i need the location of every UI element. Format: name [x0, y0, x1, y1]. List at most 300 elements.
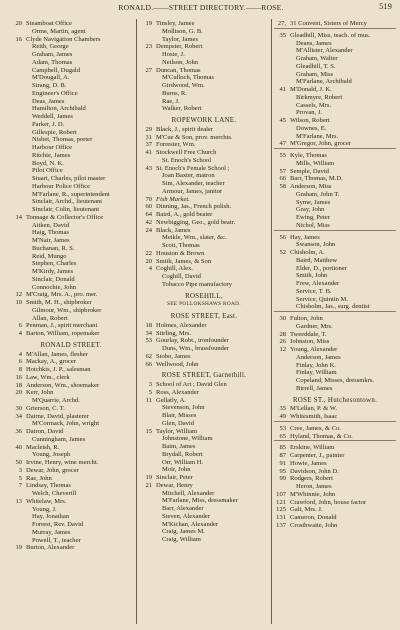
directory-entry: [140, 67, 268, 75]
directory-entry: [10, 374, 132, 382]
house-number: 55: [279, 152, 286, 159]
house-number: [10, 152, 26, 160]
entry-text: Campbell, Dugald: [32, 66, 81, 74]
house-number: 6: [18, 322, 22, 330]
house-number: 16: [15, 373, 22, 381]
entry-text: Graham, Walter: [296, 55, 338, 62]
directory-entry: [140, 451, 268, 459]
house-number: 57: [279, 167, 286, 175]
house-number: 18: [145, 321, 152, 329]
entry-text: Downes, E.: [296, 124, 327, 132]
directory-entry: [10, 59, 132, 67]
house-number: 107: [276, 490, 286, 498]
entry-text: Ross, Alexander: [156, 388, 199, 396]
house-number: [140, 157, 156, 165]
street-heading: ROSE STREET, Garnethill.: [161, 372, 247, 380]
house-number: 18: [15, 381, 22, 389]
entry-text: Connochie, John: [32, 283, 77, 291]
entry-text: Smith, M. H., shipbroker: [26, 299, 92, 306]
entry-text: St. Enoch's Female School ;: [156, 164, 230, 172]
entry-text: Craig, William: [162, 536, 201, 543]
entry-text: Weddell, James: [32, 113, 73, 120]
directory-entry: [274, 338, 396, 346]
entry-text: M'Nair, James: [32, 237, 70, 244]
house-number: 34: [15, 412, 22, 420]
entry-text: Cree, James, & Co.: [290, 424, 341, 432]
directory-entry: [10, 160, 132, 168]
house-number: [140, 412, 156, 420]
directory-entry: [140, 420, 268, 428]
directory-entry: [10, 428, 132, 436]
house-number: [140, 188, 156, 196]
house-number: [274, 362, 290, 370]
directory-entry: [274, 47, 396, 55]
directory-entry: [140, 443, 268, 451]
house-number: [10, 144, 26, 152]
entry-text: M'Donald, J. K.: [290, 86, 332, 93]
house-number: 95: [279, 467, 286, 475]
directory-entry: [274, 86, 396, 94]
directory-entry: [274, 168, 396, 176]
entry-text: Allan, Robert: [32, 314, 68, 322]
entry-text: Graham, John T.: [296, 190, 340, 198]
house-number: [140, 180, 156, 188]
house-number: 62: [145, 352, 152, 360]
house-number: [140, 451, 156, 459]
entry-text: Finlay, William: [296, 369, 337, 377]
entry-text: Barr, Thomas, M.D.: [290, 175, 343, 183]
house-number: 4: [18, 330, 22, 337]
directory-entry: [140, 105, 268, 113]
house-number: [10, 537, 26, 545]
house-number: 53: [279, 424, 286, 432]
directory-entry: [274, 241, 396, 249]
entry-text: Service, T. B.: [296, 287, 332, 295]
house-number: 16: [15, 35, 22, 43]
street-heading: ROSE STREET, East.: [170, 313, 238, 320]
house-number: [140, 505, 156, 513]
street-heading: ROSEHILL,: [185, 292, 223, 300]
entry-text: Strang, D. B.: [32, 82, 67, 89]
column-divider: [136, 19, 137, 624]
directory-entry: [140, 482, 268, 490]
entry-text: Baim, James: [162, 443, 196, 450]
entry-text: Smith, James, & Son: [156, 257, 212, 265]
directory-entry: [274, 413, 396, 421]
house-number: [140, 443, 156, 451]
entry-text: Anderson, Wm., shoemaker: [26, 381, 100, 389]
directory-entry: [10, 43, 132, 51]
house-number: [274, 369, 290, 377]
house-number: [140, 513, 156, 521]
house-number: [10, 167, 26, 175]
directory-entry: [140, 149, 268, 157]
entry-text: Gray, John: [296, 206, 325, 214]
directory-entry: [10, 74, 132, 82]
entry-text: Gellatly, A.: [156, 396, 186, 404]
entry-text: Mollison, G. B.: [162, 27, 203, 35]
directory-entry: [274, 133, 396, 141]
entry-text: M'Farlane, Miss, dressmaker: [162, 497, 238, 505]
house-number: [10, 59, 26, 67]
directory-entry: [10, 521, 132, 529]
section-divider: [274, 230, 396, 231]
directory-entry: [140, 203, 268, 211]
house-number: [140, 82, 156, 90]
house-number: 30: [279, 315, 286, 322]
directory-entry: [140, 353, 268, 361]
house-number: [140, 490, 156, 498]
directory-entry: [140, 337, 268, 345]
section-divider: [274, 311, 396, 312]
entry-text: Finlay, John K.: [296, 361, 336, 369]
directory-entry: [10, 420, 132, 428]
directory-entry: [10, 51, 132, 59]
house-number: [140, 536, 156, 544]
house-number: [10, 28, 26, 36]
directory-entry: [140, 490, 268, 498]
directory-entry: [140, 435, 268, 443]
directory-entry: [274, 183, 396, 191]
house-number: [274, 272, 290, 280]
house-number: [10, 397, 26, 405]
directory-entry: [274, 475, 396, 483]
house-number: 34: [145, 329, 152, 337]
house-number: 131: [276, 514, 286, 521]
entry-text: Scott, Thomas: [162, 242, 200, 249]
house-number: [274, 214, 290, 222]
directory-entry: [10, 90, 132, 98]
directory-entry: [140, 404, 268, 412]
entry-text: Sinclair, Colin, lieutenant: [32, 206, 100, 213]
entry-text: Sinclair, Archd., lieutenant: [32, 198, 103, 206]
entry-text: Elder, D., portioner: [296, 264, 347, 272]
house-number: 6: [18, 358, 22, 366]
house-number: [140, 404, 156, 412]
house-number: 20: [15, 20, 22, 27]
house-number: 66: [279, 175, 286, 183]
entry-text: Gillespie, Robert: [32, 128, 77, 136]
house-number: 58: [279, 183, 286, 190]
entry-text: Mackay, A., grocer: [26, 358, 76, 366]
entry-text: Meikle, Wm., slater, &c.: [162, 234, 227, 242]
entry-text: M'Culloch, Thomas: [162, 74, 214, 82]
house-number: [140, 281, 156, 289]
entry-text: Tinsley, James: [156, 20, 195, 27]
directory-entry: [274, 78, 396, 86]
directory-entry: [274, 369, 396, 377]
directory-entry: [10, 237, 132, 245]
directory-entry: [274, 63, 396, 71]
house-number: [140, 420, 156, 428]
entry-text: Hyland, Thomas, & Co.: [290, 432, 353, 440]
entry-text: Steven, Alexander: [162, 512, 210, 520]
entry-text: Adam, Thomas: [32, 58, 73, 66]
entry-text: Young, J.: [32, 505, 57, 513]
directory-entry: [10, 330, 132, 338]
house-number: [140, 51, 156, 59]
entry-text: Welch, Cheverill: [32, 490, 77, 497]
entry-text: Law, Wm., clerk: [26, 373, 70, 381]
entry-text: Tweeddale, T.: [290, 330, 327, 338]
directory-entry: [10, 284, 132, 292]
house-number: [274, 303, 290, 311]
house-number: [274, 125, 290, 133]
entry-text: Young, Alexander: [290, 346, 338, 353]
entry-text: Heron, James: [296, 483, 332, 490]
entry-text: Johnstone, William: [162, 435, 213, 443]
house-number: 11: [145, 396, 152, 404]
house-number: [10, 51, 26, 59]
house-number: 66: [145, 360, 152, 368]
directory-entry: [10, 136, 132, 144]
entry-text: Holmes, Alexander: [156, 321, 207, 329]
directory-entry: [274, 152, 396, 160]
section-divider: [274, 440, 396, 441]
house-number: 3: [148, 381, 152, 388]
entry-text: M'Allister, Alexander: [296, 47, 353, 55]
directory-entry: [140, 242, 268, 250]
entry-text: Black, James: [156, 226, 191, 234]
house-number: [140, 497, 156, 505]
directory-entry: [10, 183, 132, 191]
directory-entry: [140, 322, 268, 330]
house-number: [10, 284, 26, 292]
entry-text: Grierson, C. T.: [26, 404, 65, 412]
directory-entry: [140, 126, 268, 134]
house-number: [10, 183, 26, 191]
house-number: [10, 420, 26, 428]
section-divider: [274, 421, 396, 422]
directory-entry: [140, 36, 268, 44]
directory-entry: [140, 497, 268, 505]
directory-entry: [140, 74, 268, 82]
directory-entry: [140, 98, 268, 106]
house-number: 26: [279, 338, 286, 346]
house-number: 5: [148, 388, 152, 396]
entry-text: Neilson, John: [162, 58, 199, 66]
entry-text: Rodgers, Robert: [290, 475, 333, 483]
house-number: 91: [279, 459, 286, 467]
directory-entry: [10, 260, 132, 268]
directory-entry: [10, 459, 132, 467]
house-number: [10, 129, 26, 137]
house-number: 43: [145, 164, 152, 172]
house-number: [10, 315, 26, 323]
directory-entry: [10, 105, 132, 113]
house-number: [10, 521, 26, 529]
directory-entry: [274, 257, 396, 265]
entry-text: Gilmour, Wm., shipbroker: [32, 306, 102, 314]
entry-text: Reith, George: [32, 43, 69, 51]
directory-entry: [274, 32, 396, 40]
directory-entry: [274, 249, 396, 257]
house-number: [10, 260, 26, 268]
entry-text: Newbigging, Geo., gold beatr.: [156, 218, 236, 226]
cross-reference: SEE POLLOKSHAWS ROAD.: [167, 301, 241, 308]
entry-text: Ritchie, James: [32, 151, 71, 159]
entry-text: Barton, William, ropemaker: [26, 330, 100, 337]
house-number: [274, 323, 290, 331]
house-number: [274, 241, 290, 249]
entry-text: Orme, Martin, agent: [32, 27, 86, 35]
directory-entry: [10, 175, 132, 183]
directory-entry: [274, 483, 396, 491]
entry-text: Armour, James, janitor: [162, 187, 223, 195]
house-number: 121: [276, 498, 286, 506]
entry-text: Coghill, Alex.: [156, 265, 193, 273]
house-number: 12: [279, 346, 286, 353]
directory-entry: [274, 94, 396, 102]
house-number: 21: [145, 481, 152, 489]
house-number: 7: [18, 482, 22, 490]
directory-entry: [10, 436, 132, 444]
directory-entry: [140, 219, 268, 227]
directory-entry: [274, 522, 396, 530]
directory-entry: [10, 537, 132, 545]
house-number: [10, 136, 26, 144]
entry-text: Cameron, Donald: [290, 514, 337, 521]
directory-entry: [274, 40, 396, 48]
entry-text: Buchanan, R. S.: [32, 244, 75, 252]
directory-entry: [274, 385, 396, 393]
column-2: [140, 20, 268, 622]
house-number: [10, 229, 26, 237]
directory-entry: [10, 358, 132, 366]
entry-text: Sinclair, Donald: [32, 275, 75, 283]
house-number: [274, 47, 290, 55]
directory-entry: [10, 475, 132, 483]
entry-text: Harbour Police Office: [32, 182, 91, 190]
house-number: [10, 253, 26, 261]
entry-text: M'Farlane, Mrs.: [296, 132, 339, 140]
house-number: [10, 245, 26, 253]
entry-text: Cunningham, James: [32, 435, 86, 443]
directory-entry: [274, 331, 396, 339]
directory-entry: [140, 250, 268, 258]
directory-entry: [10, 389, 132, 397]
entry-text: Dairon, David: [26, 428, 64, 435]
entry-text: Young, Joseph: [32, 451, 71, 459]
directory-entry: [10, 482, 132, 490]
house-number: [274, 102, 290, 110]
entry-text: Service, Quintin M.: [296, 295, 349, 303]
entry-text: Gardner, Mrs.: [296, 322, 333, 330]
house-number: 85: [279, 444, 286, 452]
house-number: [10, 90, 26, 98]
entry-text: M'Dougall, A.: [32, 74, 70, 82]
house-number: [274, 257, 290, 265]
entry-text: Steamboat Office: [26, 20, 72, 27]
entry-text: Duns, Wm., brassfounder: [162, 345, 229, 352]
house-number: [140, 273, 156, 281]
directory-entry: [10, 129, 132, 137]
house-number: 40: [15, 443, 22, 451]
house-number: 22: [145, 249, 152, 257]
house-number: 45: [279, 117, 286, 124]
street-heading: RONALD STREET.: [40, 341, 102, 349]
house-number: [10, 237, 26, 245]
house-number: 13: [15, 497, 22, 505]
directory-entry: [274, 303, 396, 311]
directory-entry: [140, 330, 268, 338]
house-number: 41: [279, 86, 286, 93]
directory-entry: [274, 199, 396, 207]
directory-entry: [10, 191, 132, 199]
entry-text: Engineer's Office: [32, 89, 78, 97]
directory-entry: [140, 361, 268, 369]
entry-text: Stevenson, John: [162, 404, 205, 412]
house-number: 20: [15, 389, 22, 397]
house-number: 65: [279, 432, 286, 440]
directory-entry: [274, 315, 396, 323]
house-number: [140, 234, 156, 242]
directory-entry: [274, 323, 396, 331]
house-number: [140, 345, 156, 353]
entry-text: M'Farlane, R., superintendent: [32, 190, 110, 198]
house-number: 19: [145, 474, 152, 481]
house-number: 19: [145, 20, 152, 27]
house-number: 35: [279, 405, 286, 413]
house-number: [10, 206, 26, 214]
house-number: 5: [18, 474, 22, 482]
house-number: [140, 466, 156, 474]
house-number: 87: [279, 452, 286, 459]
directory-entry: [274, 280, 396, 288]
directory-entry: [10, 276, 132, 284]
house-number: 125: [276, 506, 286, 514]
house-number: [10, 175, 26, 183]
directory-entry: [10, 245, 132, 253]
house-number: [140, 90, 156, 98]
directory-entry: [10, 405, 132, 413]
entry-text: Girdwood, Wm.: [162, 82, 205, 89]
entry-text: Carpenter, J., painter: [290, 452, 345, 459]
entry-text: Rae, J.: [162, 97, 180, 105]
directory-entry: [274, 272, 396, 280]
entry-text: Nichol, Miss: [296, 221, 330, 229]
house-number: 64: [145, 211, 152, 218]
directory-entry: [274, 354, 396, 362]
house-number: 31: [145, 133, 152, 141]
house-number: [140, 435, 156, 443]
entry-text: Powell, T., teacher: [32, 536, 81, 544]
entry-text: Forrester, Wm.: [156, 141, 196, 149]
page-number: 519: [379, 2, 392, 11]
column-3: [274, 20, 396, 622]
house-number: [274, 71, 290, 79]
entry-text: Kerr, John: [26, 389, 54, 397]
directory-entry: [140, 528, 268, 536]
entry-text: M'Allan, James, flesher: [26, 350, 88, 358]
house-number: [10, 451, 26, 459]
house-number: [140, 521, 156, 529]
directory-entry: [274, 514, 396, 522]
entry-text: Deas, James: [32, 97, 65, 105]
page-header: [10, 3, 392, 15]
house-number: 27: [145, 66, 152, 74]
entry-text: Nisbet, Thomas, porter: [32, 136, 93, 144]
directory-entry: [140, 474, 268, 482]
house-number: [274, 191, 290, 199]
directory-entry: [10, 36, 132, 44]
house-number: [10, 529, 26, 537]
house-number: [10, 74, 26, 82]
directory-entry: [274, 20, 396, 28]
directory-entry: [140, 172, 268, 180]
house-number: [274, 385, 290, 393]
directory-entry: [140, 196, 268, 204]
